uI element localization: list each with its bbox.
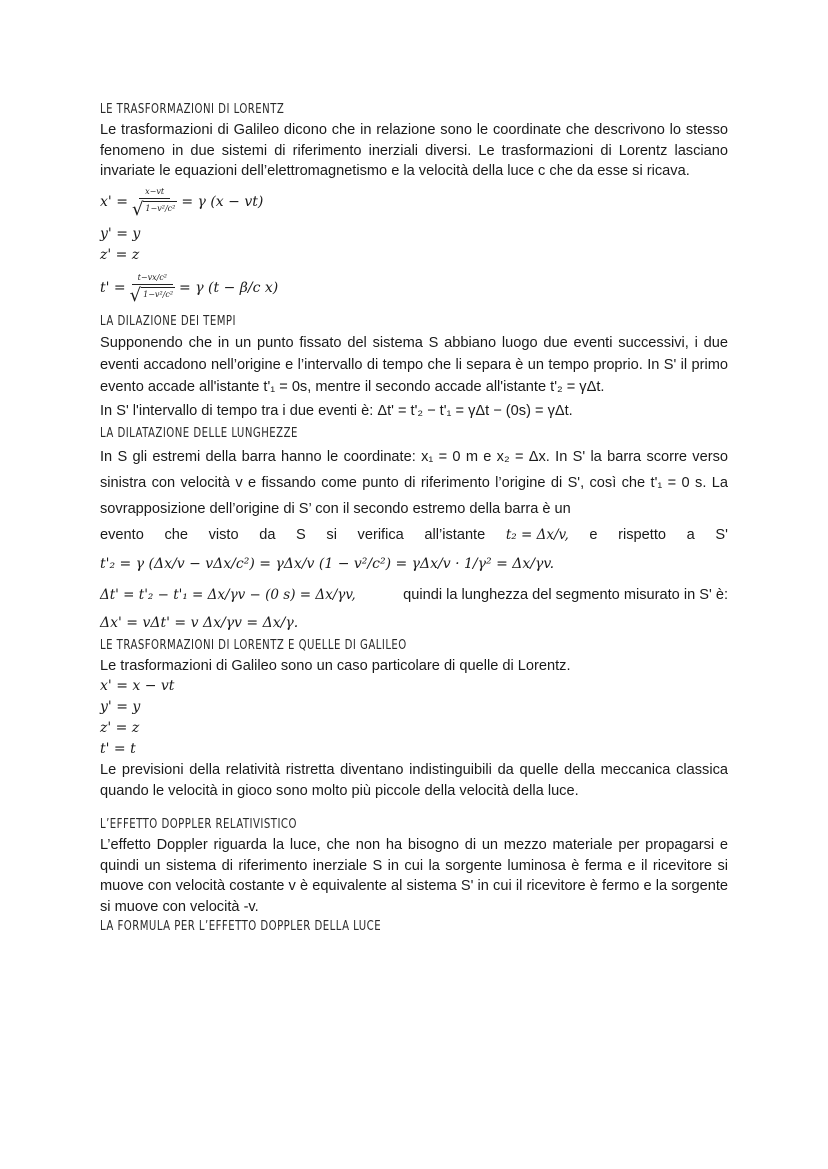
- word: che: [164, 526, 188, 543]
- galileo-eq-z: z' = z: [100, 720, 140, 736]
- eq-t-denominator-sqrt: √ 1−v²/c²: [129, 285, 174, 306]
- eq-t-rhs: = γ (t − β/c x): [179, 280, 279, 296]
- word: si: [326, 526, 337, 543]
- word: verifica: [357, 526, 404, 543]
- word: e: [589, 526, 598, 543]
- section-title-lorentz: LE TRASFORMAZIONI DI LORENTZ: [100, 102, 285, 117]
- paragraph-time-interval: In S' l'intervallo di tempo tra i due eventi è: Δt' = t'₂ − t'₁ = γΔt − (0s) = γΔt.: [100, 402, 573, 419]
- eq-x-numerator: x−vt: [139, 186, 170, 199]
- inline-equation-t2: t₂ = Δx/v,: [505, 526, 569, 543]
- galileo-eq-x: x' = x − vt: [100, 678, 175, 694]
- word: da: [259, 526, 276, 543]
- paragraph-lorentz-intro: Le trasformazioni di Galileo dicono che in relazione sono le coordinate che descrivono lo stesso fenomeno in due sistemi di riferimento inerziali diversi. Le trasformazioni di Lorentz lasciano invariate le equazioni dell’elettromagnetismo e la velocità della luce c che da esse si ricava.: [100, 122, 728, 179]
- delta-t-text: quindi la lunghezza del segmento misurato in S' è:: [403, 586, 728, 603]
- page: [100, 100, 728, 937]
- section-title-doppler-formula: LA FORMULA PER L’EFFETTO DOPPLER DELLA LUCE: [100, 919, 382, 934]
- equation-delta-t-row: [100, 580, 728, 610]
- eq-x-radicand: 1−v²/c²: [143, 201, 177, 216]
- eq-x-rhs: = γ (x − vt): [181, 194, 264, 210]
- section-title-doppler: L’EFFETTO DOPPLER RELATIVISTICO: [100, 817, 297, 832]
- eq-t-radicand: 1−v²/c²: [141, 287, 175, 302]
- eq-t-lhs: t' =: [100, 280, 126, 296]
- section-title-time-dilation: LA DILAZIONE DEI TEMPI: [100, 313, 236, 329]
- eq-x-fraction: [132, 186, 177, 219]
- galileo-eq-y: y' = y: [100, 699, 141, 715]
- section-title-length-contraction: LA DILATAZIONE DELLE LUNGHEZZE: [100, 425, 298, 441]
- equation-delta-t: Δt' = t'₂ − t'₁ = Δx/γv − (0 s) = Δx/γv,: [100, 586, 356, 603]
- word: rispetto: [618, 526, 667, 543]
- paragraph-classical-limit: Le previsioni della relatività ristretta diventano indistinguibili da quelle della meccanica classica quando le velocità in gioco sono molto più piccole della velocità della luce.: [100, 762, 728, 799]
- eq-t-numerator: t−vx/c²: [132, 272, 173, 285]
- eq-t-fraction: [130, 272, 175, 305]
- paragraph-doppler: L’effetto Doppler riguarda la luce, che non ha bisogno di un mezzo materiale per propagarsi e quindi un sistema di riferimento inerziale S in cui la sorgente luminosa è ferma e il ricevitore si muove con velocità costante v è equivalente al sistema S' in cui il ricevitore è fermo e la sorgente si muove con velocità -v.: [100, 837, 728, 915]
- equation-delta-x-prime: Δx' = vΔt' = v Δx/γv = Δx/γ.: [100, 614, 299, 631]
- word: evento: [100, 526, 144, 543]
- word: all’istante: [424, 526, 486, 543]
- eq-x-lhs: x' =: [100, 194, 128, 210]
- section-title-lorentz-galileo: LE TRASFORMAZIONI DI LORENTZ E QUELLE DI GALILEO: [100, 637, 407, 653]
- equation-x-prime: [100, 182, 728, 224]
- word: visto: [208, 526, 239, 543]
- word: S: [296, 526, 306, 543]
- equation-t2-prime: t'₂ = γ (Δx/v − vΔx/c²) = γΔx/v (1 − v²/c²) = γΔx/v · 1/γ² = Δx/γv.: [100, 555, 555, 572]
- paragraph-galileo-special-case: Le trasformazioni di Galileo sono un caso particolare di quelle di Lorentz.: [100, 657, 571, 674]
- equation-y-prime: y' = y: [100, 225, 141, 242]
- equation-z-prime: z' = z: [100, 246, 140, 263]
- word: S': [715, 526, 728, 543]
- word: a: [686, 526, 695, 543]
- equation-t-prime: [100, 266, 728, 312]
- eq-x-denominator-sqrt: √ 1−v²/c²: [131, 199, 176, 220]
- galileo-eq-t: t' = t: [100, 741, 136, 757]
- justified-row-event: [100, 522, 728, 548]
- paragraph-length-contraction: In S gli estremi della barra hanno le coordinate: x₁ = 0 m e x₂ = Δx. In S' la barra scorre verso sinistra con velocità v e fissando come punto di riferimento l’origine di S', così che t'₁ = 0 s. La sovrapposizione dell’origine di S’ con il secondo estremo della barra è un: [100, 448, 728, 517]
- paragraph-time-dilation: Supponendo che in un punto fissato del sistema S abbiano luogo due eventi successivi, i due eventi accadono nell’origine e l’intervallo di tempo che li separa è un tempo proprio. In S' il primo evento accade all'istante t'₁ = 0s, mentre il secondo accade all'istante t'₂ = γΔt.: [100, 334, 728, 395]
